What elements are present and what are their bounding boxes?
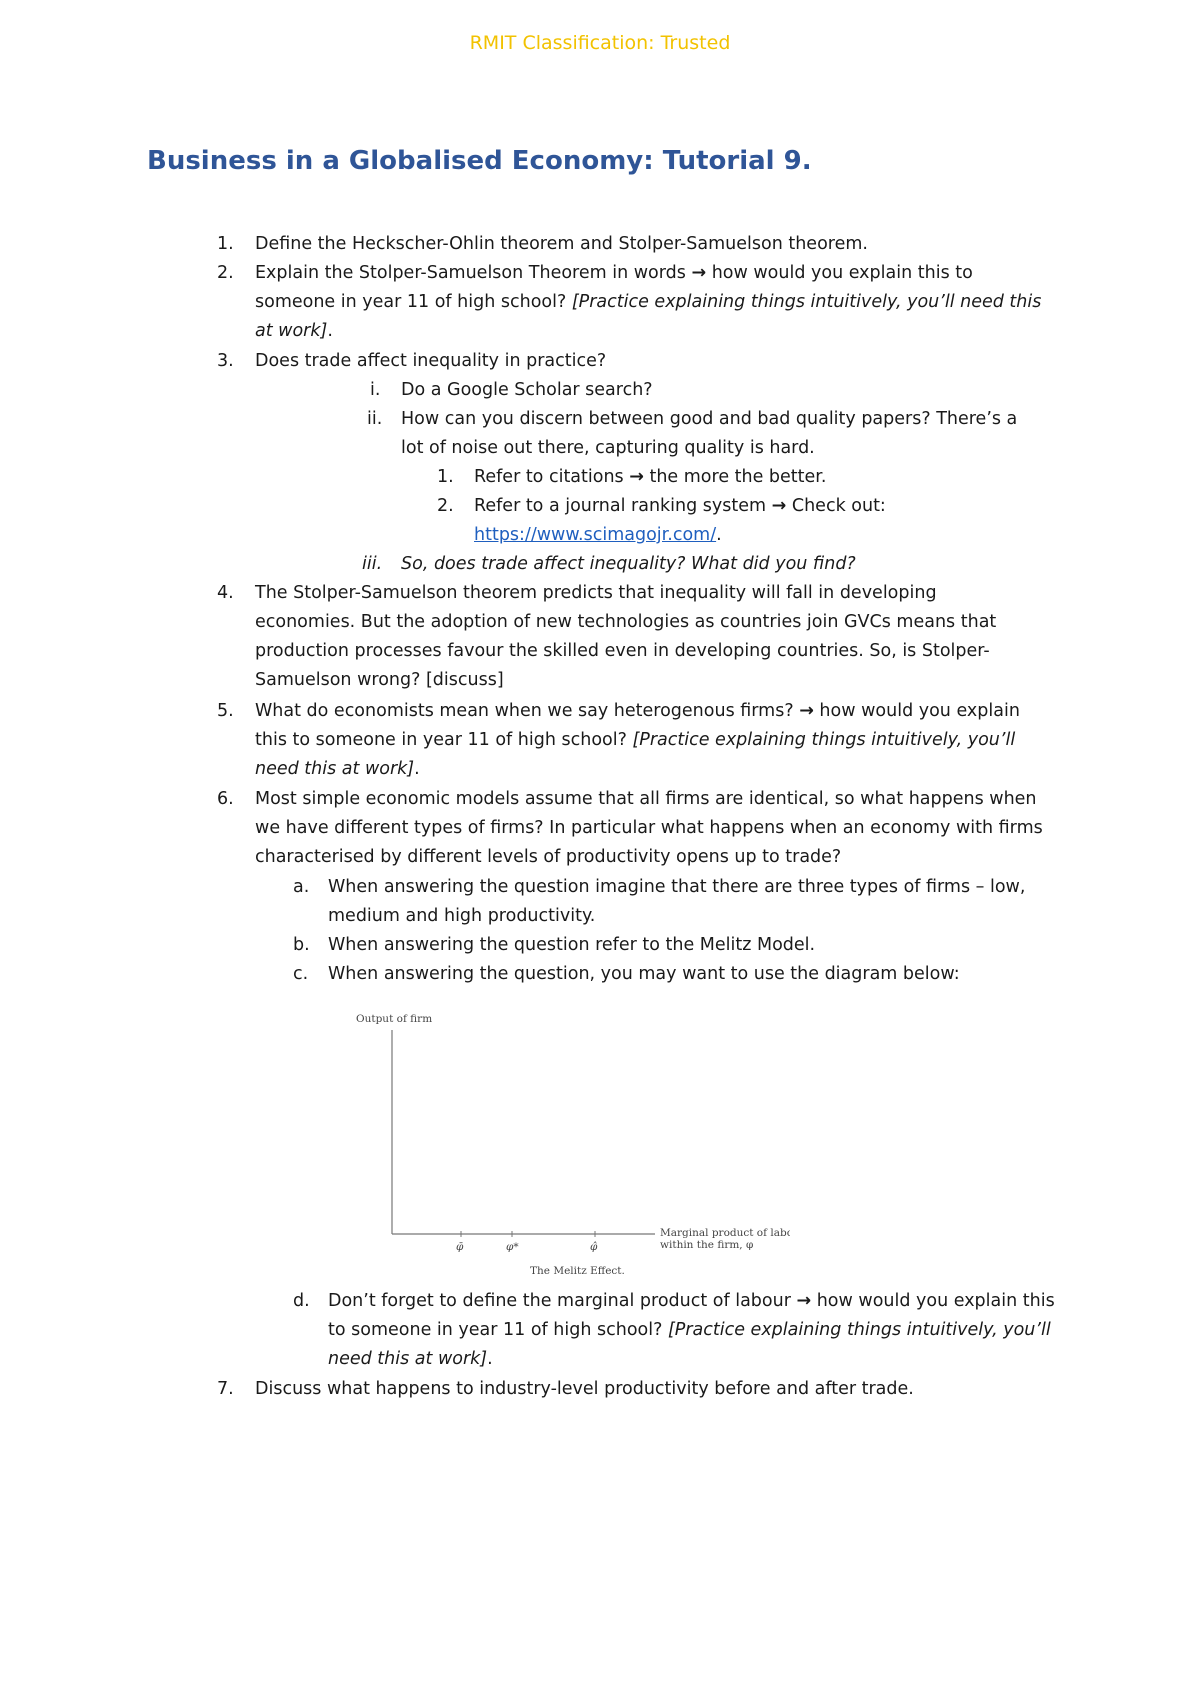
question-text <box>255 259 1045 346</box>
subquestion-number: a. <box>293 877 310 897</box>
text-part: . <box>487 1349 493 1369</box>
tick-label-phi-star: φ* <box>506 1241 519 1253</box>
subquestion-number: iii. <box>362 554 383 574</box>
subquestion-text <box>474 463 1034 492</box>
subquestion-number: i. <box>370 380 381 400</box>
question-number: 5. <box>217 701 234 721</box>
question-number: 2. <box>217 263 234 283</box>
document-title: Business in a Globalised Economy: Tutorial 9. <box>147 146 812 176</box>
question-text: Discuss what happens to industry-level productivity before and after trade. <box>255 1379 914 1399</box>
text-part: how would you explain this to someone in year 11 of high school? <box>328 1291 1055 1340</box>
figure-caption: The Melitz Effect. <box>530 1265 625 1277</box>
practice-note: [Practice explaining things intuitively, you’ll need this at work] <box>328 1320 1051 1369</box>
subquestion-text <box>328 1287 1068 1374</box>
subquestion-text: How can you discern between good and bad quality papers? There’s a lot of noise out there, capturing quality is hard. <box>401 409 1018 458</box>
text-part: how would you explain this to someone in year 11 of high school? <box>255 701 1020 750</box>
subquestion-text: So, does trade affect inequality? What did you find? <box>401 554 856 574</box>
text-part: . <box>414 759 420 779</box>
arrow-icon: → <box>799 701 814 721</box>
text-part: Explain the Stolper-Samuelson Theorem in words <box>255 263 692 283</box>
subquestion-text: When answering the question refer to the Melitz Model. <box>328 935 816 955</box>
subquestion-text: When answering the question, you may want to use the diagram below: <box>328 964 960 984</box>
classification-header: RMIT Classification: Trusted <box>469 32 731 54</box>
subquestion-number: 1. <box>437 467 454 487</box>
question-number: 7. <box>217 1379 234 1399</box>
y-axis-label: Output of firm <box>356 1013 433 1025</box>
subquestion-number: c. <box>293 964 309 984</box>
text-part: Refer to a journal ranking system <box>474 496 772 516</box>
question-number: 3. <box>217 351 234 371</box>
text-part: . <box>327 321 333 341</box>
question-text: Define the Heckscher-Ohlin theorem and Stolper-Samuelson theorem. <box>255 234 868 254</box>
text-part: What do economists mean when we say heterogenous firms? <box>255 701 800 721</box>
subquestion-number: b. <box>293 935 310 955</box>
text-part: the more the better. <box>643 467 827 487</box>
scimagojr-link[interactable]: https://www.scimagojr.com/ <box>474 525 717 545</box>
x-axis-label: Marginal product of labor <box>660 1227 790 1239</box>
practice-note: [Practice explaining things intuitively, you’ll need this at work] <box>255 730 1016 779</box>
text-part: . <box>716 525 722 545</box>
text-part: how would you explain this to someone in year 11 of high school? <box>255 263 973 312</box>
subquestion-number: ii. <box>367 409 383 429</box>
question-text: Does trade affect inequality in practice? <box>255 351 607 371</box>
melitz-effect-figure <box>350 1000 790 1280</box>
subquestion-number: 2. <box>437 496 454 516</box>
text-part: Refer to citations <box>474 467 630 487</box>
text-part: Check out: <box>786 496 886 516</box>
subquestion-number: d. <box>293 1291 310 1311</box>
tick-label-phi-bar: φ̄ <box>456 1241 464 1253</box>
question-number: 6. <box>217 789 234 809</box>
subquestion-text: When answering the question imagine that there are three types of firms – low, medium and high productivity. <box>328 877 1026 926</box>
arrow-icon: → <box>796 1291 812 1311</box>
arrow-icon: → <box>691 263 707 283</box>
subquestion-text: Do a Google Scholar search? <box>401 380 653 400</box>
tick-label-phi-hat: φ̂ <box>590 1241 598 1253</box>
question-number: 1. <box>217 234 234 254</box>
text-part: Don’t forget to define the marginal product of labour <box>328 1291 797 1311</box>
question-text <box>255 697 1055 784</box>
question-text: Most simple economic models assume that all firms are identical, so what happens when we have different types of firms? In particular what happens when an economy with firms characterised by different levels of productivity opens up to trade? <box>255 789 1043 867</box>
arrow-icon: → <box>629 467 644 487</box>
question-number: 4. <box>217 583 234 603</box>
practice-note: [Practice explaining things intuitively, you’ll need this at work] <box>255 292 1042 341</box>
x-axis-label: within the firm, φ <box>660 1239 754 1251</box>
subquestion-text <box>474 492 1034 550</box>
arrow-icon: → <box>771 496 787 516</box>
question-text: The Stolper-Samuelson theorem predicts that inequality will fall in developing economies. But the adoption of new technologies as countries join GVCs means that production processes favour the skilled even in developing countries. So, is Stolper-Samuelson wrong? [discuss] <box>255 583 997 690</box>
